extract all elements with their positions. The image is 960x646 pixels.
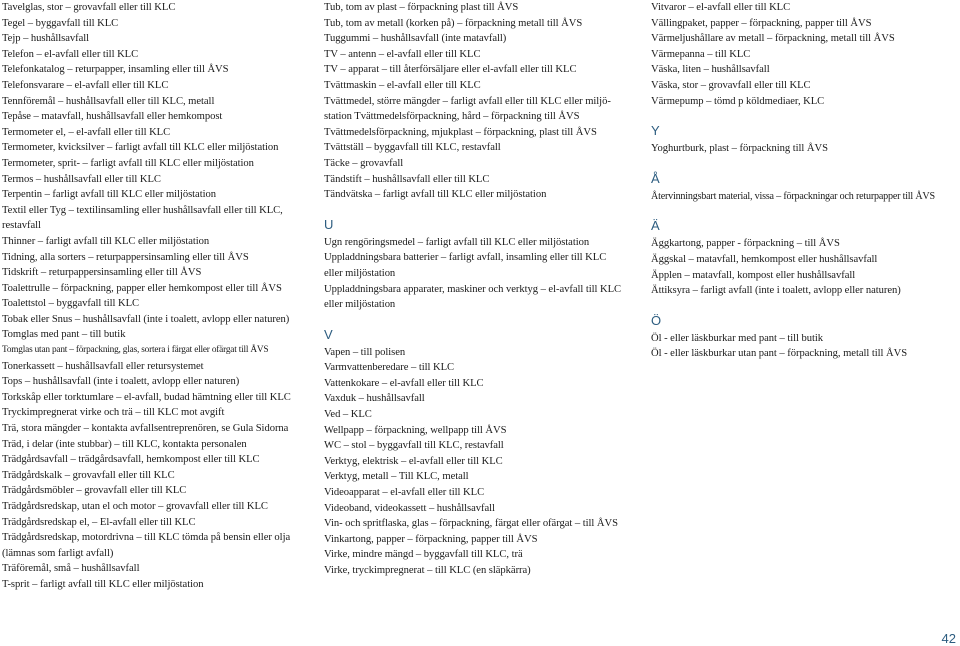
list-item: Tryckimpregnerat virke och trä – till KLC mot avgift bbox=[2, 407, 225, 419]
column-3 bbox=[651, 0, 957, 362]
list-item: Trädgårdsredskap, motordrivna – till KLC tömda på bensin eller olja (lämnas som farligt avfall) bbox=[2, 532, 291, 559]
list-item: Värmepump – tömd p köldmediaer, KLC bbox=[651, 95, 825, 107]
list-item: Öl - eller läskburkar utan pant – förpackning, metall till ÅVS bbox=[651, 348, 908, 360]
list-item: Videoapparat – el-avfall eller till KLC bbox=[324, 487, 485, 499]
list-item: Ugn rengöringsmedel – farligt avfall till KLC eller miljöstation bbox=[324, 236, 590, 248]
list-item: Tub, tom av metall (korken på) – förpackning metall till ÅVS bbox=[324, 17, 583, 29]
list-item: Ättiksyra – farligt avfall (inte i toalett, avlopp eller naturen) bbox=[651, 285, 901, 297]
section-letter-oe: Ö bbox=[651, 312, 662, 328]
list-item: Tändvätska – farligt avfall till KLC eller miljöstation bbox=[324, 189, 547, 201]
list-item: Wellpapp – förpackning, wellpapp till ÅVS bbox=[324, 424, 507, 436]
list-item: Tvättställ – byggavfall till KLC, restavfall bbox=[324, 142, 501, 154]
list-item: Termometer, kvicksilver – farligt avfall till KLC eller miljöstation bbox=[2, 142, 279, 154]
list-item: Termometer, sprit- – farligt avfall till KLC eller miljöstation bbox=[2, 157, 254, 169]
list-item: Terpentin – farligt avfall till KLC eller miljöstation bbox=[2, 189, 216, 201]
list-item: Tejp – hushållsavfall bbox=[2, 33, 90, 45]
list-item: Telefon – el-avfall eller till KLC bbox=[2, 48, 139, 60]
list-item: Tegel – byggavfall till KLC bbox=[2, 17, 119, 29]
list-item: Telefonkatalog – returpapper, insamling eller till ÅVS bbox=[2, 64, 229, 76]
list-item: Äggkartong, papper - förpackning – till ÅVS bbox=[651, 238, 840, 250]
list-item: Tomglas med pant – till butik bbox=[2, 329, 126, 341]
list-item: Återvinningsbart material, vissa – förpackningar och returpapper till ÅVS bbox=[651, 190, 935, 202]
list-item: Tomglas utan pant – förpackning, glas, sortera i färgat eller ofärgat till ÅVS bbox=[2, 345, 269, 356]
list-item: Trädgårdsredskap, utan el och motor – grovavfall eller till KLC bbox=[2, 501, 268, 512]
list-item: Tvättmaskin – el-avfall eller till KLC bbox=[324, 79, 481, 91]
list-item: Virke, tryckimpregnerat – till KLC (en släpkärra) bbox=[324, 565, 531, 576]
list-item: Värmepanna – till KLC bbox=[651, 48, 751, 60]
list-item: Vin- och spritflaska, glas – förpackning, färgat eller ofärgat – till ÅVS bbox=[324, 518, 618, 530]
list-item: Thinner – farligt avfall till KLC eller miljöstation bbox=[2, 235, 210, 247]
section-letter-y: Y bbox=[651, 123, 660, 139]
list-item: Täcke – grovavfall bbox=[324, 157, 404, 169]
list-item: Verktyg, elektrisk – el-avfall eller till KLC bbox=[324, 455, 503, 467]
list-item: Vällingpaket, papper – förpackning, papper till ÅVS bbox=[651, 17, 872, 29]
list-item: Ved – KLC bbox=[324, 409, 372, 421]
list-item: Trädgårdsavfall – trädgårdsavfall, hemkompost eller till KLC bbox=[2, 454, 260, 466]
list-item: Öl - eller läskburkar med pant – till butik bbox=[651, 332, 824, 344]
list-item: Tavelglas, stor – grovavfall eller till KLC bbox=[2, 2, 176, 13]
list-item: Yoghurtburk, plast – förpackning till ÅVS bbox=[651, 143, 828, 155]
list-item: Toalettrulle – förpackning, papper eller hemkompost eller till ÅVS bbox=[2, 282, 282, 294]
list-item: Varmvattenberedare – till KLC bbox=[324, 362, 455, 374]
list-item: Uppladdningsbara batterier – farligt avfall, insamling eller till KLC eller miljöstation bbox=[324, 252, 607, 279]
list-item: Äpplen – matavfall, kompost eller hushållsavfall bbox=[651, 269, 856, 281]
list-item: Tvättmedel, större mängder – farligt avfall eller till KLC eller miljö- station Tvättmedelsförpackning, hård – förpackning till ÅVS bbox=[324, 95, 611, 123]
section-letter-u: U bbox=[324, 216, 334, 232]
list-item: Vaxduk – hushållsavfall bbox=[324, 393, 425, 405]
column-2 bbox=[324, 0, 624, 579]
list-item: Tobak eller Snus – hushållsavfall (inte i toalett, avlopp eller naturen) bbox=[2, 313, 290, 325]
list-item: Termometer el, – el-avfall eller till KLC bbox=[2, 126, 171, 138]
list-item: Tepåse – matavfall, hushållsavfall eller hemkompost bbox=[2, 111, 223, 123]
list-item: WC – stol – byggavfall till KLC, restavfall bbox=[324, 440, 504, 452]
list-item: Tändstift – hushållsavfall eller till KLC bbox=[324, 173, 490, 185]
list-item: Videoband, videokassett – hushållsavfall bbox=[324, 502, 495, 514]
list-item: Trädgårdsmöbler – grovavfall eller till KLC bbox=[2, 485, 187, 497]
list-item: Toalettstol – byggavfall till KLC bbox=[2, 298, 140, 310]
section-letter-v: V bbox=[324, 326, 333, 342]
list-item: Verktyg, metall – Till KLC, metall bbox=[324, 471, 469, 483]
list-item: Tidning, alla sorters – returpappersinsamling eller till ÅVS bbox=[2, 251, 249, 263]
list-item: Vitvaror – el-avfall eller till KLC bbox=[651, 2, 791, 13]
list-item: Textil eller Tyg – textilinsamling eller hushållsavfall eller till KLC, restavfall bbox=[2, 204, 283, 232]
list-item: Tidskrift – returpappersinsamling eller till ÅVS bbox=[2, 267, 202, 279]
list-item: Träd, i delar (inte stubbar) – till KLC, kontakta personalen bbox=[2, 438, 247, 450]
list-item: Äggskal – matavfall, hemkompost eller hushållsavfall bbox=[651, 253, 878, 265]
section-letter-aa: Å bbox=[651, 170, 660, 186]
list-item: Trädgårdskalk – grovavfall eller till KLC bbox=[2, 469, 175, 481]
list-item: Värmeljushållare av metall – förpackning, metall till ÅVS bbox=[651, 33, 895, 45]
list-item: Torkskåp eller torktumlare – el-avfall, budad hämtning eller till KLC bbox=[2, 391, 291, 403]
list-item: Tonerkassett – hushållsavfall eller retursystemet bbox=[2, 360, 204, 372]
list-item: Väska, liten – hushållsavfall bbox=[651, 64, 770, 76]
list-item: TV – antenn – el-avfall eller till KLC bbox=[324, 48, 481, 60]
list-item: Uppladdningsbara apparater, maskiner och verktyg – el-avfall till KLC eller miljöstation bbox=[324, 283, 622, 311]
list-item: Termos – hushållsavfall eller till KLC bbox=[2, 173, 161, 185]
list-item: Träföremål, små – hushållsavfall bbox=[2, 563, 140, 575]
list-item: Tvättmedelsförpackning, mjukplast – förpackning, plast till ÅVS bbox=[324, 126, 597, 138]
column-1 bbox=[2, 0, 302, 593]
list-item: Tuggummi – hushållsavfall (inte matavfall) bbox=[324, 33, 507, 45]
list-item: Trä, stora mängder – kontakta avfallsentreprenören, se Gula Sidorna bbox=[2, 423, 289, 435]
list-item: TV – apparat – till återförsäljare eller el-avfall eller till KLC bbox=[324, 64, 577, 76]
page-number: 42 bbox=[941, 631, 956, 646]
list-item: Vattenkokare – el-avfall eller till KLC bbox=[324, 377, 484, 389]
list-item: Trädgårdsredskap el, – El-avfall eller till KLC bbox=[2, 516, 196, 528]
list-item: T-sprit – farligt avfall till KLC eller miljöstation bbox=[2, 578, 204, 590]
list-item: Telefonsvarare – el-avfall eller till KLC bbox=[2, 79, 169, 91]
section-letter-ae: Ä bbox=[651, 218, 660, 234]
list-item: Virke, mindre mängd – byggavfall till KLC, trä bbox=[324, 549, 523, 561]
list-item: Vapen – till polisen bbox=[324, 346, 406, 358]
list-item: Tops – hushållsavfall (inte i toalett, avlopp eller naturen) bbox=[2, 376, 240, 388]
list-item: Tennföremål – hushållsavfall eller till KLC, metall bbox=[2, 95, 215, 107]
list-item: Vinkartong, papper – förpackning, papper till ÅVS bbox=[324, 533, 538, 545]
list-item: Väska, stor – grovavfall eller till KLC bbox=[651, 79, 811, 91]
list-item: Tub, tom av plast – förpackning plast till ÅVS bbox=[324, 2, 519, 13]
